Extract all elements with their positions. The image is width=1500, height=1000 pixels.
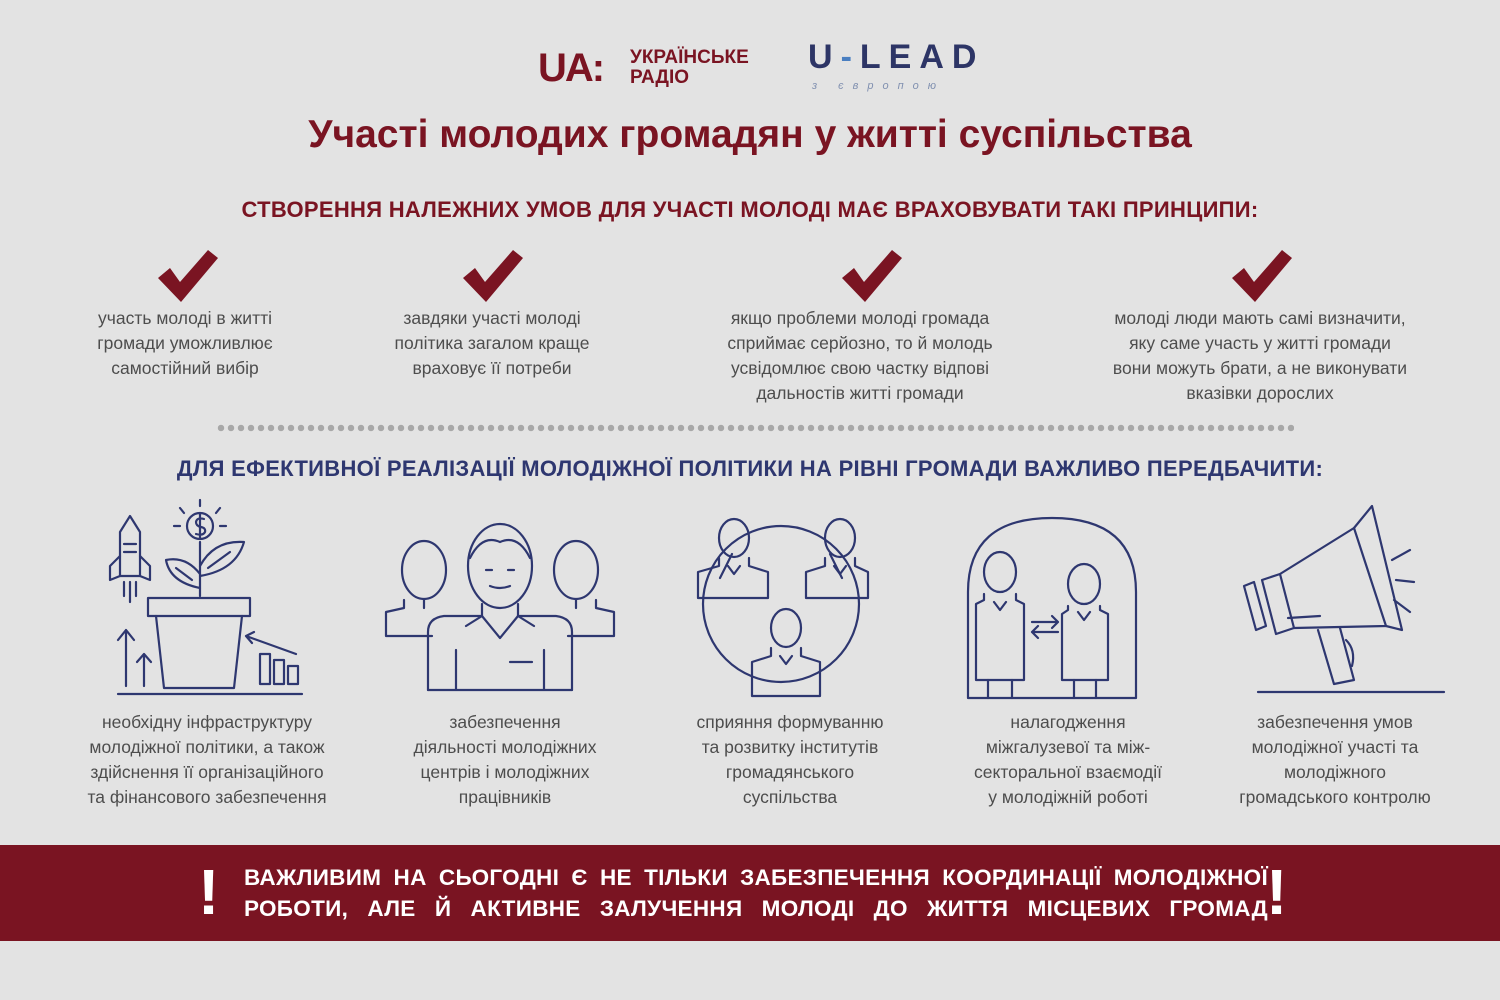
- team-people-icon: [382, 520, 618, 695]
- exchange-people-icon: [962, 512, 1142, 700]
- checkmark-icon: [840, 248, 904, 304]
- banner-text: ВАЖЛИВИМ НА СЬОГОДНІ Є НЕ ТІЛЬКИ ЗАБЕЗПЕЧЕННЯ КООРДИНАЦІЇ МОЛОДІЖНОЇ РОБОТИ, АЛЕ Й АКТИВНЕ ЗАЛУЧЕННЯ МОЛОДІ ДО ЖИТТЯ МІСЦЕВИХ ГРОМАД: [244, 865, 1268, 921]
- ulead-subtitle: з європою: [812, 80, 946, 92]
- checkmark-icon: [1230, 248, 1294, 304]
- ua-mark: UA:: [538, 46, 604, 90]
- policy-item-text: забезпечення діяльності молодіжних центрів і молодіжних працівників: [413, 712, 597, 807]
- policy-item-text: забезпечення умов молодіжної участі та молодіжного громадського контролю: [1239, 712, 1431, 807]
- principles-heading: СТВОРЕННЯ НАЛЕЖНИХ УМОВ ДЛЯ УЧАСТІ МОЛОДІ МАЄ ВРАХОВУВАТИ ТАКІ ПРИНЦИПИ:: [241, 197, 1259, 222]
- policy-item-text: налагодження міжгалузевої та між- секторальної взаємодії у молодіжній роботі: [974, 712, 1162, 807]
- principle-text: якщо проблеми молоді громада сприймає серйозно, то й молодь усвідомлює свою частку відпові дальностів житті громади: [727, 308, 993, 403]
- policy-heading: ДЛЯ ЕФЕКТИВНОЇ РЕАЛІЗАЦІЇ МОЛОДІЖНОЇ ПОЛІТИКИ НА РІВНІ ГРОМАДИ ВАЖЛИВО ПЕРЕДБАЧИТИ:: [176, 456, 1324, 481]
- principle-text: молоді люди мають самі визначити, яку саме участь у житті громади вони можуть брати, а не виконувати вказівки дорослих: [1112, 308, 1408, 403]
- checkmark-icon: [156, 248, 220, 304]
- principle-text: завдяки участі молоді політика загалом краще враховує її потреби: [394, 308, 590, 378]
- policy-item-text: необхідну інфраструктуру молодіжної політики, а також здійснення її організаційного та фінансового забезпечення: [87, 712, 327, 807]
- exclamation-icon: !: [198, 856, 220, 928]
- dotted-divider: [216, 424, 1294, 432]
- exclamation-icon: !: [1266, 856, 1288, 928]
- community-circle-icon: [692, 514, 870, 700]
- ulead-logo: [808, 38, 988, 98]
- ulead-name: U-LEAD: [808, 38, 985, 76]
- growth-plant-icon: [104, 496, 304, 701]
- megaphone-icon: [1228, 500, 1446, 700]
- checkmark-icon: [461, 248, 525, 304]
- principle-text: участь молоді в житті громади уможливлює самостійний вибір: [97, 308, 273, 378]
- policy-item-text: сприяння формуванню та розвитку інститутів громадянського суспільства: [696, 712, 884, 807]
- ua-logo-text: УКРАЇНСЬКЕ РАДІО: [630, 47, 749, 88]
- page-title: Участі молодих громадян у житті суспільства: [308, 113, 1192, 156]
- ukrainian-radio-logo: [538, 44, 778, 92]
